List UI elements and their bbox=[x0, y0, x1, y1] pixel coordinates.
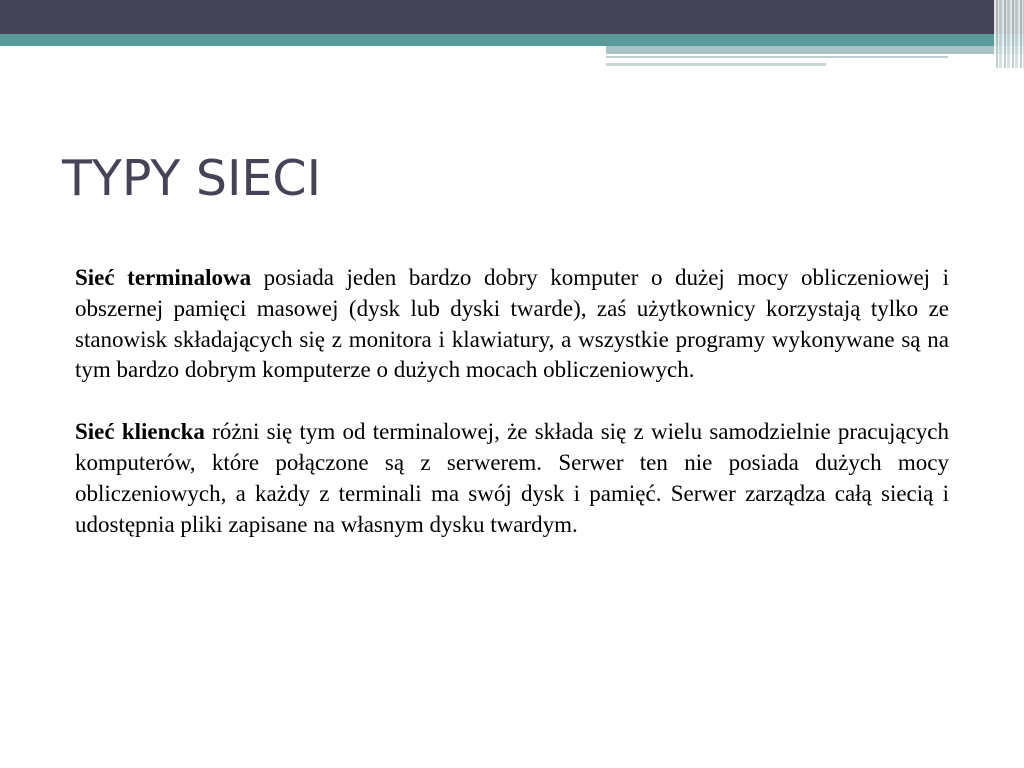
paragraph-client-network-text: różni się tym od terminalowej, że składa się z wielu samodzielnie pracujących komputerów, które połączone są z serwerem. Serwer ten nie posiada dużych mocy obliczeniowych, a każdy z terminali ma swój dysk i pamięć. Serwer zarządza całą siecią i udostępnia pliki zapisane na własnym dysku twardym. bbox=[75, 419, 950, 537]
term-client-network: Sieć kliencka bbox=[75, 419, 205, 445]
slide-title: TYPY SIECI bbox=[62, 150, 322, 207]
term-terminal-network: Sieć terminalowa bbox=[75, 265, 252, 290]
header-teal-band bbox=[0, 34, 1024, 46]
header-stripes-decoration bbox=[994, 0, 1024, 68]
slide-body bbox=[75, 263, 949, 571]
paragraph-terminal-network-text: posiada jeden bardzo dobry komputer o dużej mocy obliczeniowej i obszernej pamięci masowej (dysk lub dyski twarde), zaś użytkownicy korzystają tylko ze stanowisk składających się z monitora i klawiatury, a wszystkie programy wykonywane są na tym bardzo dobrym komputerze o dużych mocach obliczeniowych. bbox=[75, 265, 950, 383]
header-accent-line bbox=[606, 56, 948, 58]
header-accent-line-short bbox=[606, 63, 826, 66]
header-dark-band bbox=[0, 0, 1024, 34]
paragraph-client-network bbox=[75, 417, 949, 540]
header-light-band bbox=[606, 46, 1024, 54]
paragraph-terminal-network bbox=[75, 263, 949, 386]
